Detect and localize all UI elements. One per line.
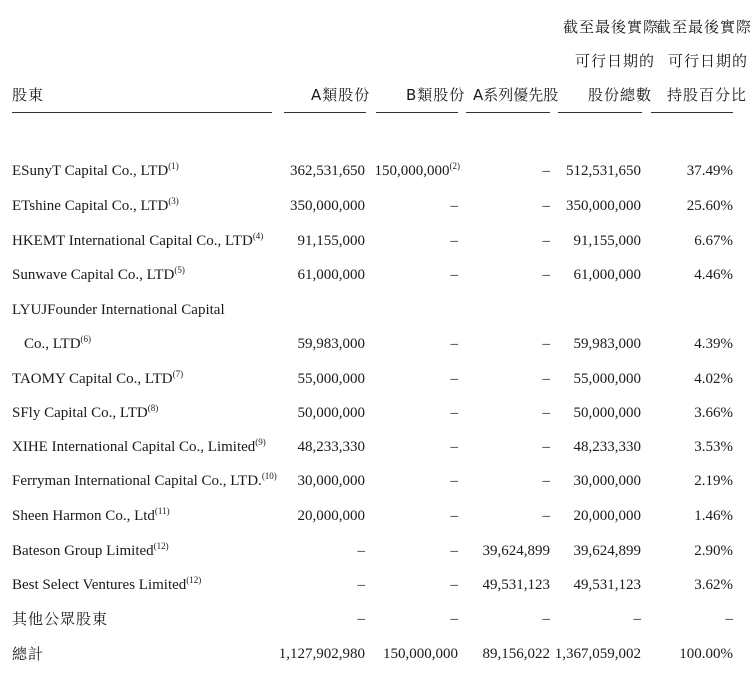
row-13-total: 1,367,059,002 <box>554 646 641 662</box>
row-6-total: 50,000,000 <box>573 405 641 421</box>
row-9-preferred: – <box>542 508 550 524</box>
row-11-class-b: – <box>450 577 458 593</box>
row-10-class-b: – <box>450 543 458 559</box>
row-3-class-a: 61,000,000 <box>297 267 365 283</box>
row-8-preferred: – <box>542 473 550 489</box>
row-1-class-a: 350,000,000 <box>290 198 365 214</box>
header-class-b: B類股份 <box>406 86 466 104</box>
row-13-class-b: 150,000,000 <box>383 646 458 662</box>
row-12-class-b: – <box>450 611 458 627</box>
header-pct-line1: 截至最後實際 <box>656 18 752 36</box>
row-0-class-b: 150,000,000$^{(2)}$ <box>374 161 460 179</box>
row-1-preferred: – <box>542 198 550 214</box>
header-total-line2: 可行日期的 <box>575 52 656 70</box>
row-7-class-b: – <box>450 439 458 455</box>
row-10-class-a: – <box>357 543 365 559</box>
header-class-a: A類股份 <box>311 86 371 104</box>
row-13-name: 總計 <box>12 645 45 663</box>
header-total-line1: 截至最後實際 <box>563 18 660 36</box>
row-8-total: 30,000,000 <box>573 473 641 489</box>
row-2-class-b: – <box>450 233 458 249</box>
header-pct-line3: 持股百分比 <box>667 86 748 104</box>
row-0-preferred: – <box>542 163 550 179</box>
row-11-total: 49,531,123 <box>573 577 641 593</box>
row-12-class-a: – <box>357 611 365 627</box>
header-pct-line2: 可行日期的 <box>668 52 749 70</box>
row-10-total: 39,624,899 <box>573 543 641 559</box>
row-3-preferred: – <box>542 267 550 283</box>
row-7-preferred: – <box>542 439 550 455</box>
row-5-class-b: – <box>450 371 458 387</box>
row-2-percentage: 6.67% <box>694 233 733 249</box>
header-rule-a <box>284 112 366 113</box>
row-2-name: HKEMT International Capital Co., LTD$^{(4)}$ <box>12 231 264 249</box>
header-rule-pref <box>466 112 550 113</box>
row-2-class-a: 91,155,000 <box>297 233 365 249</box>
row-8-class-b: – <box>450 473 458 489</box>
row-10-preferred: 39,624,899 <box>482 543 550 559</box>
header-rule-b <box>376 112 458 113</box>
row-0-class-a: 362,531,650 <box>290 163 365 179</box>
row-1-percentage: 25.60% <box>686 198 733 214</box>
row-5-class-a: 55,000,000 <box>297 371 365 387</box>
row-10-name: Bateson Group Limited$^{(12)}$ <box>12 541 169 559</box>
row-12-preferred: – <box>542 611 550 627</box>
header-total-line3: 股份總數 <box>588 86 653 104</box>
row-4-class-a: 59,983,000 <box>297 336 365 352</box>
row-2-total: 91,155,000 <box>573 233 641 249</box>
row-5-total: 55,000,000 <box>573 371 641 387</box>
row-10-percentage: 2.90% <box>694 543 733 559</box>
row-3-total: 61,000,000 <box>573 267 641 283</box>
row-0-percentage: 37.49% <box>686 163 733 179</box>
row-12-percentage: – <box>725 611 733 627</box>
row-5-name: TAOMY Capital Co., LTD$^{(7)}$ <box>12 369 184 387</box>
row-4-name-cont: Co., LTD$^{(6)}$ <box>24 334 92 352</box>
row-6-percentage: 3.66% <box>694 405 733 421</box>
row-1-class-b: – <box>450 198 458 214</box>
row-6-name: SFly Capital Co., LTD$^{(8)}$ <box>12 403 159 421</box>
row-2-preferred: – <box>542 233 550 249</box>
row-3-class-b: – <box>450 267 458 283</box>
row-0-total: 512,531,650 <box>566 163 641 179</box>
row-9-percentage: 1.46% <box>694 508 733 524</box>
row-13-percentage: 100.00% <box>679 646 733 662</box>
row-11-percentage: 3.62% <box>694 577 733 593</box>
row-12-name: 其他公眾股東 <box>12 610 109 628</box>
row-7-name: XIHE International Capital Co., Limited$^{(9)}$ <box>12 437 266 455</box>
row-9-name: Sheen Harmon Co., Ltd$^{(11)}$ <box>12 506 170 524</box>
row-0-name: ESunyT Capital Co., LTD$^{(1)}$ <box>12 161 179 179</box>
row-1-total: 350,000,000 <box>566 198 641 214</box>
row-8-name: Ferryman International Capital Co., LTD.$^{(10)}$ <box>12 471 277 489</box>
row-6-class-a: 50,000,000 <box>297 405 365 421</box>
row-5-percentage: 4.02% <box>694 371 733 387</box>
row-9-class-a: 20,000,000 <box>297 508 365 524</box>
row-8-percentage: 2.19% <box>694 473 733 489</box>
row-4-name: LYUJFounder International Capital <box>12 302 225 318</box>
header-shareholder: 股東 <box>12 86 45 104</box>
row-11-preferred: 49,531,123 <box>482 577 550 593</box>
row-11-class-a: – <box>357 577 365 593</box>
row-7-class-a: 48,233,330 <box>297 439 365 455</box>
row-6-class-b: – <box>450 405 458 421</box>
row-7-total: 48,233,330 <box>573 439 641 455</box>
row-11-name: Best Select Ventures Limited$^{(12)}$ <box>12 575 202 593</box>
row-8-class-a: 30,000,000 <box>297 473 365 489</box>
row-9-total: 20,000,000 <box>573 508 641 524</box>
row-7-percentage: 3.53% <box>694 439 733 455</box>
row-3-name: Sunwave Capital Co., LTD$^{(5)}$ <box>12 265 185 283</box>
row-5-preferred: – <box>542 371 550 387</box>
header-rule-pct <box>651 112 733 113</box>
row-3-percentage: 4.46% <box>694 267 733 283</box>
header-rule-name <box>12 112 272 113</box>
row-9-class-b: – <box>450 508 458 524</box>
header-rule-total <box>558 112 642 113</box>
row-6-preferred: – <box>542 405 550 421</box>
row-12-total: – <box>633 611 641 627</box>
row-4-total: 59,983,000 <box>573 336 641 352</box>
row-1-name: ETshine Capital Co., LTD$^{(3)}$ <box>12 196 179 214</box>
row-13-preferred: 89,156,022 <box>482 646 550 662</box>
row-4-preferred: – <box>542 336 550 352</box>
row-4-percentage: 4.39% <box>694 336 733 352</box>
header-preferred: A系列優先股 <box>473 86 559 104</box>
row-4-class-b: – <box>450 336 458 352</box>
row-13-class-a: 1,127,902,980 <box>278 646 365 662</box>
